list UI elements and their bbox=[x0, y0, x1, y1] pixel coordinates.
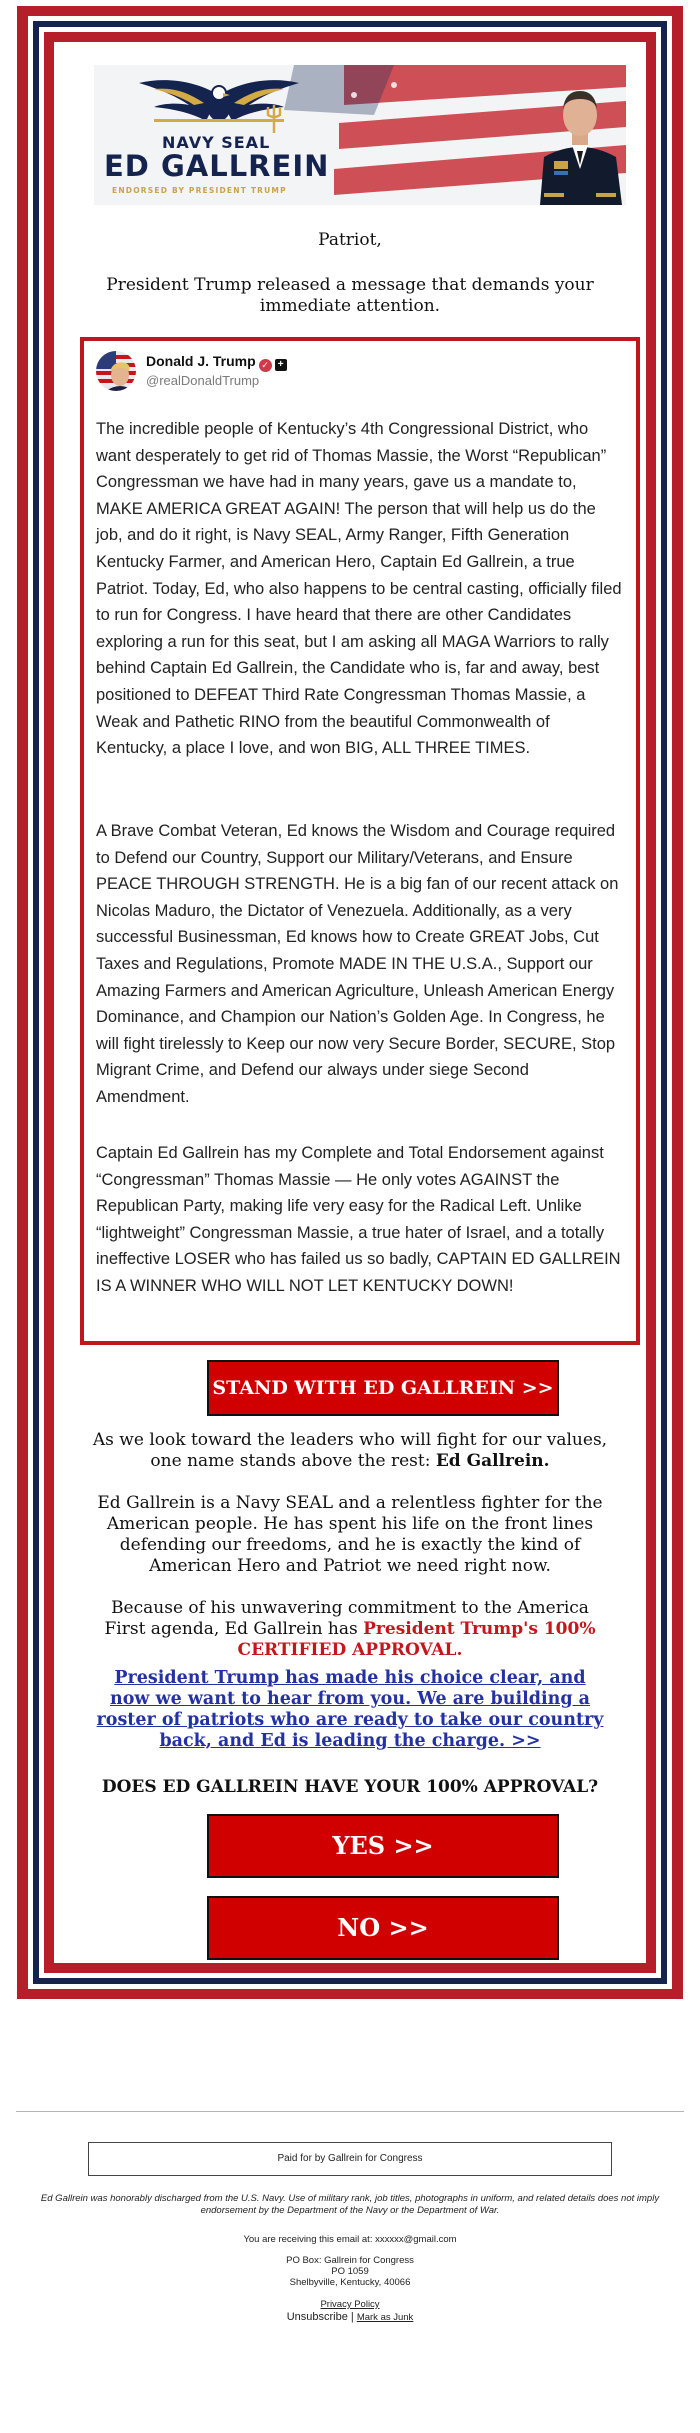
post-author-name: Donald J. Trump bbox=[146, 353, 256, 369]
address-line: Shelbyville, Kentucky, 40066 bbox=[289, 2277, 411, 2288]
paid-for-box: Paid for by Gallrein for Congress bbox=[88, 2142, 612, 2176]
mark-junk-link[interactable]: Mark as Junk bbox=[356, 2312, 414, 2323]
greeting: Patriot, bbox=[318, 230, 382, 250]
body-paragraph bbox=[88, 1430, 612, 1472]
address-line: PO Box: Gallrein for Congress bbox=[286, 2255, 414, 2266]
disclaimer: Ed Gallrein was honorably discharged from the U.S. Navy. Use of military rank, job titles, photographs in uniform, and related details does not imply endorsement by the Department of the Navy or the Department of War. bbox=[40, 2193, 660, 2216]
plus-badge-icon: + bbox=[275, 359, 287, 371]
logo-tagline: ENDORSED BY PRESIDENT TRUMP bbox=[112, 186, 287, 195]
body-paragraph bbox=[88, 1598, 612, 1661]
approval-question: DOES ED GALLREIN HAVE YOUR 100% APPROVAL? bbox=[101, 1777, 599, 1797]
intro-text: President Trump released a message that demands your immediate attention. bbox=[106, 275, 594, 316]
post-paragraph: The incredible people of Kentucky’s 4th Congressional District, who want desperately to get rid of Thomas Massie, the Worst “Republican” Congressman we have had in many years, gave us a mandate to, MAKE AMERICA GREAT AGAIN! The person that will help us do the job, and do it right, is Navy SEAL, Army Ranger, Fifth Generation Kentucky Farmer, and American Hero, Captain Ed Gallrein, a true Patriot. Today, Ed, who also happens to be central casting, officially filed to run for Congress. I have heard that there are other Candidates exploring a run for this seat, but I am asking all MAGA Warriors to rally behind Captain Ed Gallrein, the Candidate who is, far and away, best positioned to DEFEAT Third Rate Congressman Thomas Massie, a Weak and Pathetic RINO from the beautiful Commonwealth of Kentucky, a place I love, and won BIG, ALL THREE TIMES. bbox=[96, 420, 622, 758]
logo-title: ED GALLREIN bbox=[104, 149, 330, 183]
body-text: As we look toward the leaders who will fight for our values, one name stands above the rest: bbox=[92, 1430, 608, 1471]
approval-highlight: President Trump's 100% CERTIFIED APPROVAL. bbox=[237, 1619, 596, 1660]
truth-social-post bbox=[80, 337, 640, 1345]
footer-divider bbox=[16, 2111, 684, 2112]
no-button[interactable]: NO >> bbox=[207, 1896, 559, 1960]
email-content bbox=[54, 42, 646, 1963]
candidate-name: Ed Gallrein. bbox=[435, 1451, 550, 1471]
post-paragraph: A Brave Combat Veteran, Ed knows the Wisdom and Courage required to Defend our Country, Support our Military/Veterans, and Ensure PEACE THROUGH STRENGTH. He is a big fan of our recent attack on Nicolas Maduro, the Dictator of Venezuela. Additionally, as a very successful Businessman, Ed knows how to Create GREAT Jobs, Cut Taxes and Regulations, Promote MADE IN THE U.S.A., Support our Amazing Farmers and American Agriculture, Unleash American Energy Dominance, and Champion our Nation’s Golden Age. In Congress, he will fight tirelessly to Keep our now very Secure Border, SECURE, Stop Migrant Crime, and Defend our always under siege Second Amendment. bbox=[96, 822, 619, 1106]
yes-button[interactable]: YES >> bbox=[207, 1814, 559, 1878]
verified-badge-icon: ✓ bbox=[259, 359, 272, 372]
roster-link[interactable]: President Trump has made his choice clear, and now we want to hear from you. We are building a roster of patriots who are ready to take our country back, and Ed is leading the charge. >> bbox=[96, 1668, 604, 1751]
unsubscribe-link[interactable]: Unsubscribe bbox=[286, 2311, 348, 2323]
avatar bbox=[96, 351, 136, 391]
link-separator: | bbox=[350, 2311, 354, 2323]
receiving-email: You are receiving this email at: xxxxxx@gmail.com bbox=[243, 2234, 457, 2245]
post-handle: @realDonaldTrump bbox=[146, 373, 260, 388]
header-banner bbox=[94, 65, 626, 205]
footer-links bbox=[0, 2311, 700, 2324]
address-line: PO 1059 bbox=[331, 2266, 369, 2277]
candidate-photo bbox=[534, 65, 626, 205]
post-author bbox=[146, 353, 287, 372]
logo-subtitle: NAVY SEAL bbox=[162, 133, 271, 152]
stand-with-button[interactable]: STAND WITH ED GALLREIN >> bbox=[207, 1360, 559, 1416]
border-frame bbox=[17, 6, 683, 1999]
body-paragraph: Ed Gallrein is a Navy SEAL and a relentless fighter for the American people. He has spent his life on the front lines defending our freedoms, and he is exactly the kind of American Hero and Patriot we need right now. bbox=[97, 1493, 603, 1576]
body-text: Because of his unwavering commitment to the America First agenda, Ed Gallrein has bbox=[104, 1598, 589, 1639]
eagle-emblem-icon bbox=[134, 75, 304, 135]
post-paragraph: Captain Ed Gallrein has my Complete and Total Endorsement against “Congressman” Thomas Massie — He only votes AGAINST the Republican Party, making life very easy for the Radical Left. Unlike “lightweight” Congressman Massie, a true hater of Israel, and a totally ineffective LOSER who has failed us so badly, CAPTAIN ED GALLREIN IS A WINNER WHO WILL NOT LET KENTUCKY DOWN! bbox=[96, 1144, 621, 1295]
privacy-policy-link[interactable]: Privacy Policy bbox=[320, 2299, 380, 2310]
